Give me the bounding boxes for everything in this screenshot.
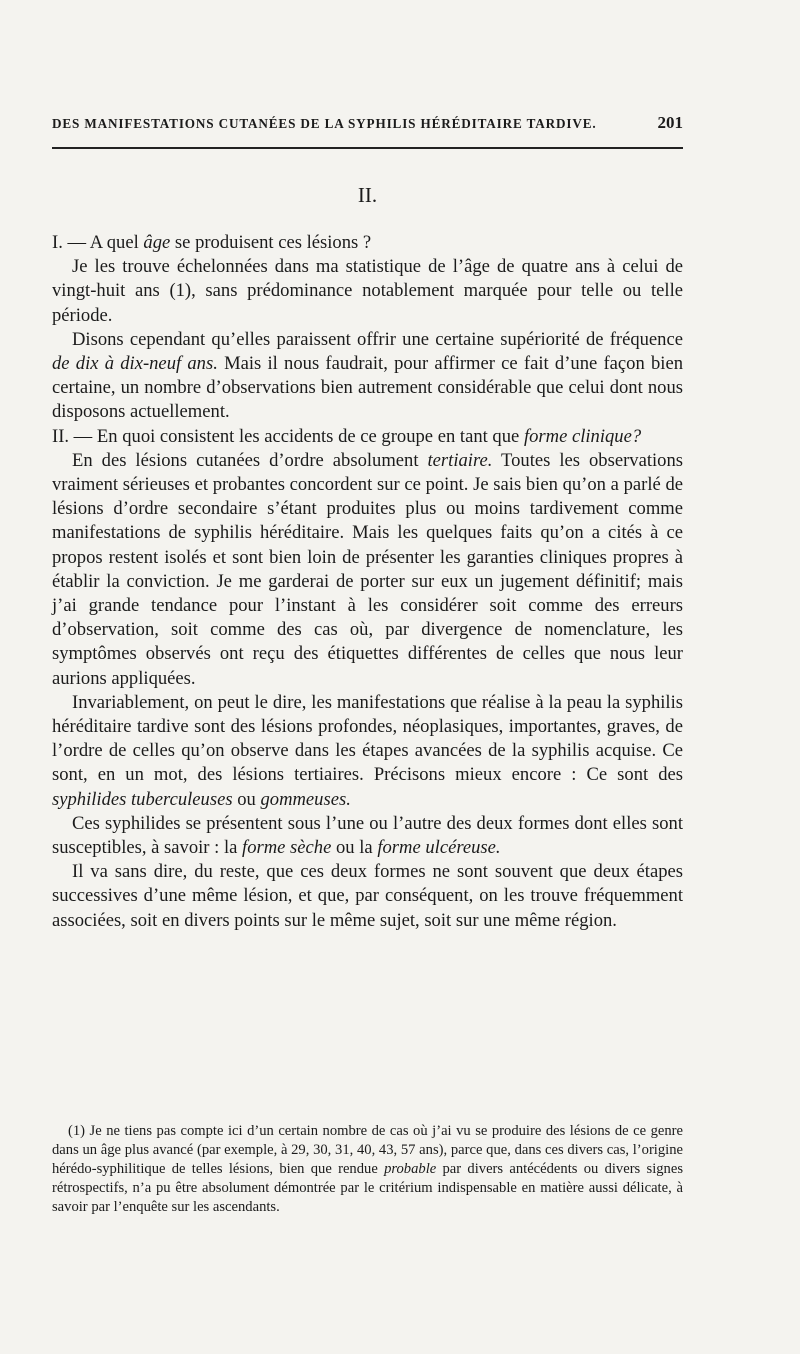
running-title: DES MANIFESTATIONS CUTANÉES DE LA SYPHILIS HÉRÉDITAIRE TARDIVE. [52,116,597,131]
book-page [52,0,683,1354]
paragraph-invariably: Invariablement, on peut le dire, les manifestations que réalise à la peau la syphilis héréditaire tardive sont des lésions profondes, néoplasiques, importantes, graves, de l’ordre de celles qu’on observe dans les étapes avancées de la syphilis acquise. Ce sont, en un mot, des lésions tertiaires. Précisons mieux encore : Ce sont des syphilides tuberculeuses ou gommeuses. [52,691,683,810]
paragraph-tertiary: En des lésions cutanées d’ordre absolument tertiaire. Toutes les observations vraiment sérieuses et probantes concordent sur ce point. Je sais bien qu’on a parlé de lésions d’ordre secondaire s’étant produites plus ou moins tardivement comme manifestations de syphilis héréditaire. Mais les quelques faits qu’on a cités à ce propos restent isolés et sont bien loin de présenter les garanties cliniques propres à établir la conviction. Je me garderai de porter sur eux un jugement définitif; mais j’ai grande tendance pour l’instant à les considérer soit comme des erreurs d’observation, soit comme des cas où, par divergence de nomenclature, les symptômes observés ont reçu des étiquettes différentes de celles que nous leur aurions appliquées. [52,449,683,689]
header-rule [52,147,683,149]
section-title: II. [357,183,378,207]
paragraph-frequency: Disons cependant qu’elles paraissent offrir une certaine supériorité de fréquence de dix à dix-neuf ans. Mais il nous faudrait, pour affirmer ce fait d’une façon bien certaine, un nombre d’observations bien autrement considérable que celui dont nous disposons actuellement. [52,328,683,423]
paragraph-age-question: I. — A quel âge se produisent ces lésions ? [52,232,372,253]
paragraph-successive-stages: Il va sans dire, du reste, que ces deux formes ne sont souvent que deux étapes successives d’une même lésion, et que, par conséquent, on les trouve fréquemment associées, soit en divers points sur le même sujet, soit sur une même région. [52,861,683,931]
paragraph-age-range: Je les trouve échelonnées dans ma statistique de l’âge de quatre ans à celui de vingt-huit ans (1), sans prédominance notablement marquée pour telle ou telle période. [52,256,683,326]
footnote [52,1122,683,1217]
paragraph-form-question: II. — En quoi consistent les accidents de ce groupe en tant que forme clinique? [52,425,642,447]
page-number: 201 [657,113,683,132]
body-text [52,231,683,933]
footnote-text: (1) Je ne tiens pas compte ici d’un certain nombre de cas où j’ai vu se produire des lésions de ce genre dans un âge plus avancé (par exemple, à 29, 30, 31, 40, 43, 57 ans), parce que, dans ces divers cas, l’origine hérédo-syphilitique de telles lésions, bien que rendue probable par divers antécédents ou divers signes rétrospectifs, n’a pu être absolument démontrée par le critérium indispensable en matière aussi délicate, à savoir par l’enquête sur les ascendants. [52,1123,683,1215]
paragraph-two-forms: Ces syphilides se présentent sous l’une ou l’autre des deux formes dont elles sont susceptibles, à savoir : la forme sèche ou la forme ulcéreuse. [52,812,683,859]
running-head [52,113,683,133]
